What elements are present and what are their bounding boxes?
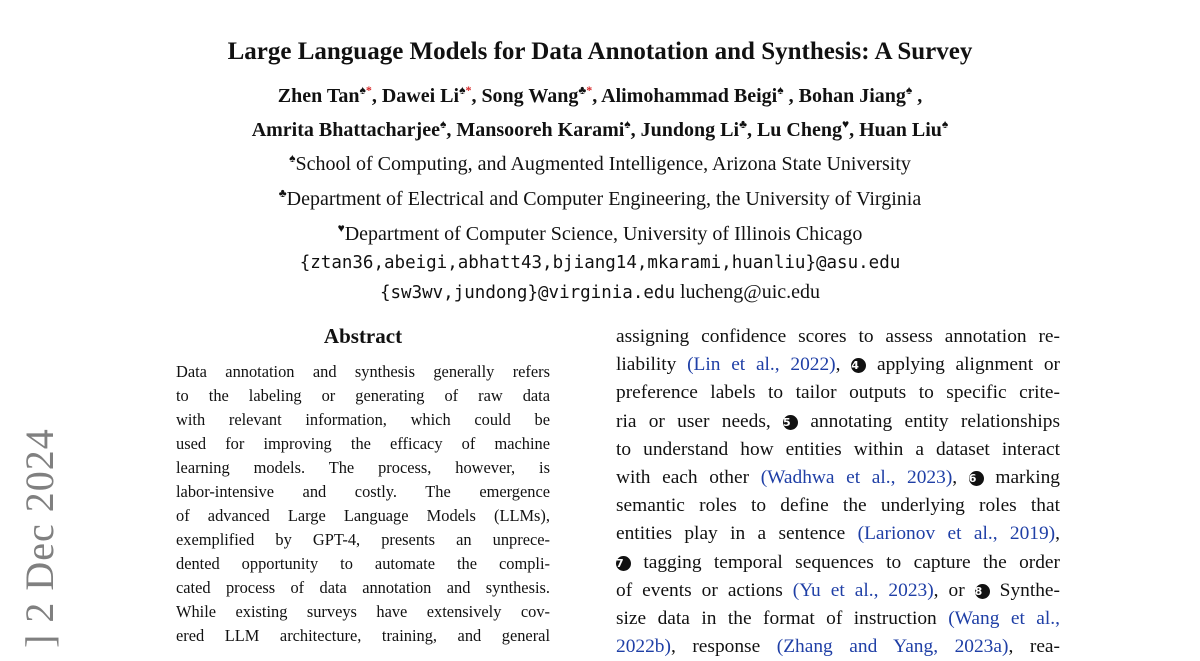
author-name: Alimohammad Beigi (601, 85, 778, 107)
text-segment: , rea- (1008, 636, 1060, 658)
body-text-line (616, 379, 1060, 407)
affiliation-line (0, 179, 1200, 214)
abstract-line: labor-intensive and costly. The emergence (176, 482, 550, 501)
citation-link: (Wadhwa et al., 2023) (760, 466, 953, 488)
citation-link: (Larionov et al., 2019) (857, 523, 1056, 545)
text-segment: annotating entity relationships (798, 410, 1060, 432)
abstract-line: to the labeling or generating of raw data (176, 386, 550, 405)
email-virginia: {sw3wv,jundong}@virginia.edu (379, 283, 675, 303)
text-segment: tagging temporal sequences to capture the order (631, 551, 1060, 573)
affiliation-mark: ♣ (578, 83, 587, 97)
affiliation-text: Department of Electrical and Computer Engineering, the University of Virginia (286, 188, 922, 210)
abstract-line: ered LLM architecture, training, and general (176, 626, 550, 645)
body-text-line (616, 633, 1060, 661)
equal-contribution-mark: * (465, 83, 472, 97)
affiliation-mark: ♠ (459, 83, 466, 97)
text-segment: , (1055, 523, 1060, 545)
email-uic: lucheng@uic.edu (679, 281, 821, 303)
body-text-line (616, 577, 1060, 605)
citation-link: (Zhang and Yang, 2023a) (776, 636, 1009, 658)
abstract-line: learning models. The process, however, is (176, 458, 550, 477)
body-text-line (616, 408, 1060, 436)
text-segment: marking (983, 466, 1060, 488)
author-name: Mansooreh Karami (456, 119, 625, 141)
author-list (0, 76, 1200, 144)
affiliation-mark: ♣ (278, 186, 287, 200)
enumeration-bullet: 7 (616, 556, 631, 571)
abstract-heading: Abstract (323, 324, 403, 348)
author-name: Bohan Jiang (798, 85, 906, 107)
author-line-2 (0, 110, 1200, 144)
affiliation-text: School of Computing, and Augmented Intelligence, Arizona State University (295, 153, 911, 175)
text-segment: size data in the format of instruction (616, 607, 949, 629)
author-name: Huan Liu (859, 119, 942, 141)
author-separator: , (849, 119, 860, 141)
body-text-line (616, 520, 1060, 548)
abstract-line: of advanced Large Language Models (LLMs), (176, 506, 550, 525)
author-separator: , (446, 119, 457, 141)
affiliation-mark: ♠ (439, 117, 447, 131)
citation-link: (Lin et al., 2022) (687, 354, 836, 376)
citation-link: 2022b) (616, 636, 671, 658)
body-text-line (616, 436, 1060, 464)
abstract-line: While existing surveys have extensively cov- (176, 602, 550, 621)
affiliation-line (0, 214, 1200, 249)
author-name: Zhen Tan (277, 85, 360, 107)
affiliation-mark: ♥ (337, 221, 345, 235)
affiliation-mark: ♠ (777, 83, 784, 97)
author-name: Dawei Li (381, 85, 460, 107)
affiliation-mark: ♠ (289, 151, 296, 165)
affiliation-mark: ♣ (739, 117, 747, 131)
body-text-line (616, 464, 1060, 492)
author-name: Jundong Li (640, 119, 740, 141)
right-column-text (616, 323, 1060, 661)
author-name: Song Wang (481, 85, 579, 107)
email-line-2 (0, 278, 1200, 308)
affiliation-line (0, 144, 1200, 179)
text-segment: to understand how entities within a dataset interact (616, 438, 1060, 460)
paper-header (0, 36, 1200, 308)
author-line-1 (0, 76, 1200, 110)
affiliations (0, 144, 1200, 249)
equal-contribution-mark: * (586, 83, 593, 97)
abstract-line: Data annotation and synthesis generally refers (176, 362, 550, 381)
author-separator: , (783, 85, 799, 107)
abstract-column (176, 322, 550, 648)
equal-contribution-mark: * (365, 83, 372, 97)
text-segment: , or (933, 579, 975, 601)
author-separator: , (371, 85, 382, 107)
citation-link: (Yu et al., 2023) (792, 579, 934, 601)
author-separator: , (592, 85, 602, 107)
body-text-line (616, 605, 1060, 633)
author-separator: , (912, 85, 923, 107)
abstract-line: exemplified by GPT-4, presents an unprece- (176, 530, 550, 549)
text-segment: entities play in a sentence (616, 523, 858, 545)
text-segment: , (952, 466, 969, 488)
text-segment: Synthe- (989, 579, 1060, 601)
affiliation-mark: ♠ (359, 83, 366, 97)
arxiv-sidebar-date: ] 2 Dec 2024 (17, 428, 62, 648)
text-segment: applying alignment or (866, 354, 1060, 376)
text-segment: liability (616, 354, 688, 376)
paper-title: Large Language Models for Data Annotation and Synthesis: A Survey (227, 38, 973, 65)
author-separator: , (630, 119, 641, 141)
affiliation-mark: ♠ (905, 83, 913, 97)
email-line-1: {ztan36,abeigi,abhatt43,bjiang14,mkarami,huanliu}@asu.edu (299, 253, 901, 273)
emails (0, 249, 1200, 308)
text-segment: semantic roles to define the underlying roles that (616, 495, 1060, 517)
affiliation-mark: ♥ (841, 117, 850, 131)
text-segment: , (835, 354, 852, 376)
text-segment: preference labels to tailor outputs to specific crite- (616, 382, 1060, 404)
text-segment: ria or user needs, (616, 410, 784, 432)
enumeration-bullet: 6 (969, 471, 984, 486)
author-name: Amrita Bhattacharjee (251, 119, 440, 141)
enumeration-bullet: 4 (851, 358, 866, 373)
body-text-line (616, 323, 1060, 351)
body-text-line (616, 492, 1060, 520)
abstract-line: dented opportunity to automate the compli- (176, 554, 550, 573)
text-segment: assigning confidence scores to assess annotation re- (616, 326, 1060, 347)
abstract-line: used for improving the efficacy of machine (176, 434, 550, 453)
author-separator: , (746, 119, 757, 141)
author-name: Lu Cheng (756, 119, 842, 141)
author-separator: , (471, 85, 482, 107)
enumeration-bullet: 8 (975, 584, 990, 599)
affiliation-mark: ♠ (624, 117, 631, 131)
body-text-line (616, 351, 1060, 379)
text-segment: of events or actions (616, 579, 793, 601)
citation-link: (Wang et al., (948, 607, 1060, 629)
abstract-line: with relevant information, which could be (176, 410, 550, 429)
text-segment: , response (670, 636, 777, 658)
abstract-body (176, 360, 550, 648)
text-segment: with each other (616, 466, 761, 488)
affiliation-mark: ♠ (941, 117, 949, 131)
affiliation-text: Department of Computer Science, University of Illinois Chicago (344, 223, 863, 245)
enumeration-bullet: 5 (783, 415, 798, 430)
body-text-line (616, 549, 1060, 577)
abstract-line: cated process of data annotation and synthesis. (176, 578, 550, 597)
